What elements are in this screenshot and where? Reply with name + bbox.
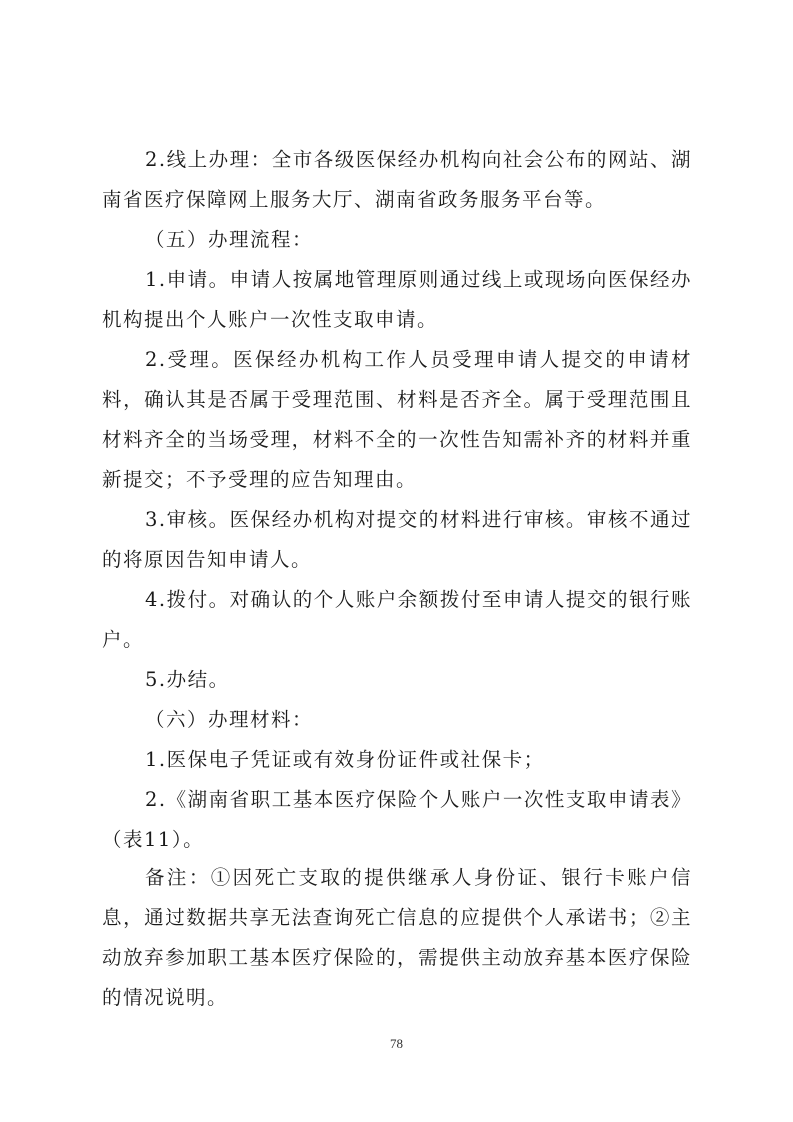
paragraph-step-accept: 2.受理。医保经办机构工作人员受理申请人提交的申请材料，确认其是否属于受理范围、材料是否齐全。属于受理范围且材料齐全的当场受理，材料不全的一次性告知需补齐的材料并重新提交；不予受理的应告知理由。 [102,348,692,491]
paragraph-material-form: 2.《湖南省职工基本医疗保险个人账户一次性支取申请表》（表11）。 [102,788,692,851]
page-number: 78 [390,1036,403,1051]
paragraph-step-payment: 4.拨付。对确认的个人账户余额拨付至申请人提交的银行账户。 [102,588,692,651]
section-heading-process: （五）办理流程： [145,228,314,251]
paragraph-step-complete: 5.办结。 [145,668,230,691]
paragraph-online-handling: 2.线上办理：全市各级医保经办机构向社会公布的网站、湖南省医疗保障网上服务大厅、湖南省政务服务平台等。 [102,148,692,211]
paragraph-step-review: 3.审核。医保经办机构对提交的材料进行审核。审核不通过的将原因告知申请人。 [102,508,692,571]
paragraph-material-id: 1.医保电子凭证或有效身份证件或社保卡； [145,748,545,771]
paragraph-step-apply: 1.申请。申请人按属地管理原则通过线上或现场向医保经办机构提出个人账户一次性支取申请。 [102,268,692,331]
section-heading-materials: （六）办理材料： [145,708,314,731]
paragraph-remark: 备注：①因死亡支取的提供继承人身份证、银行卡账户信息，通过数据共享无法查询死亡信息的应提供个人承诺书；②主动放弃参加职工基本医疗保险的，需提供主动放弃基本医疗保险的情况说明。 [102,866,692,1009]
